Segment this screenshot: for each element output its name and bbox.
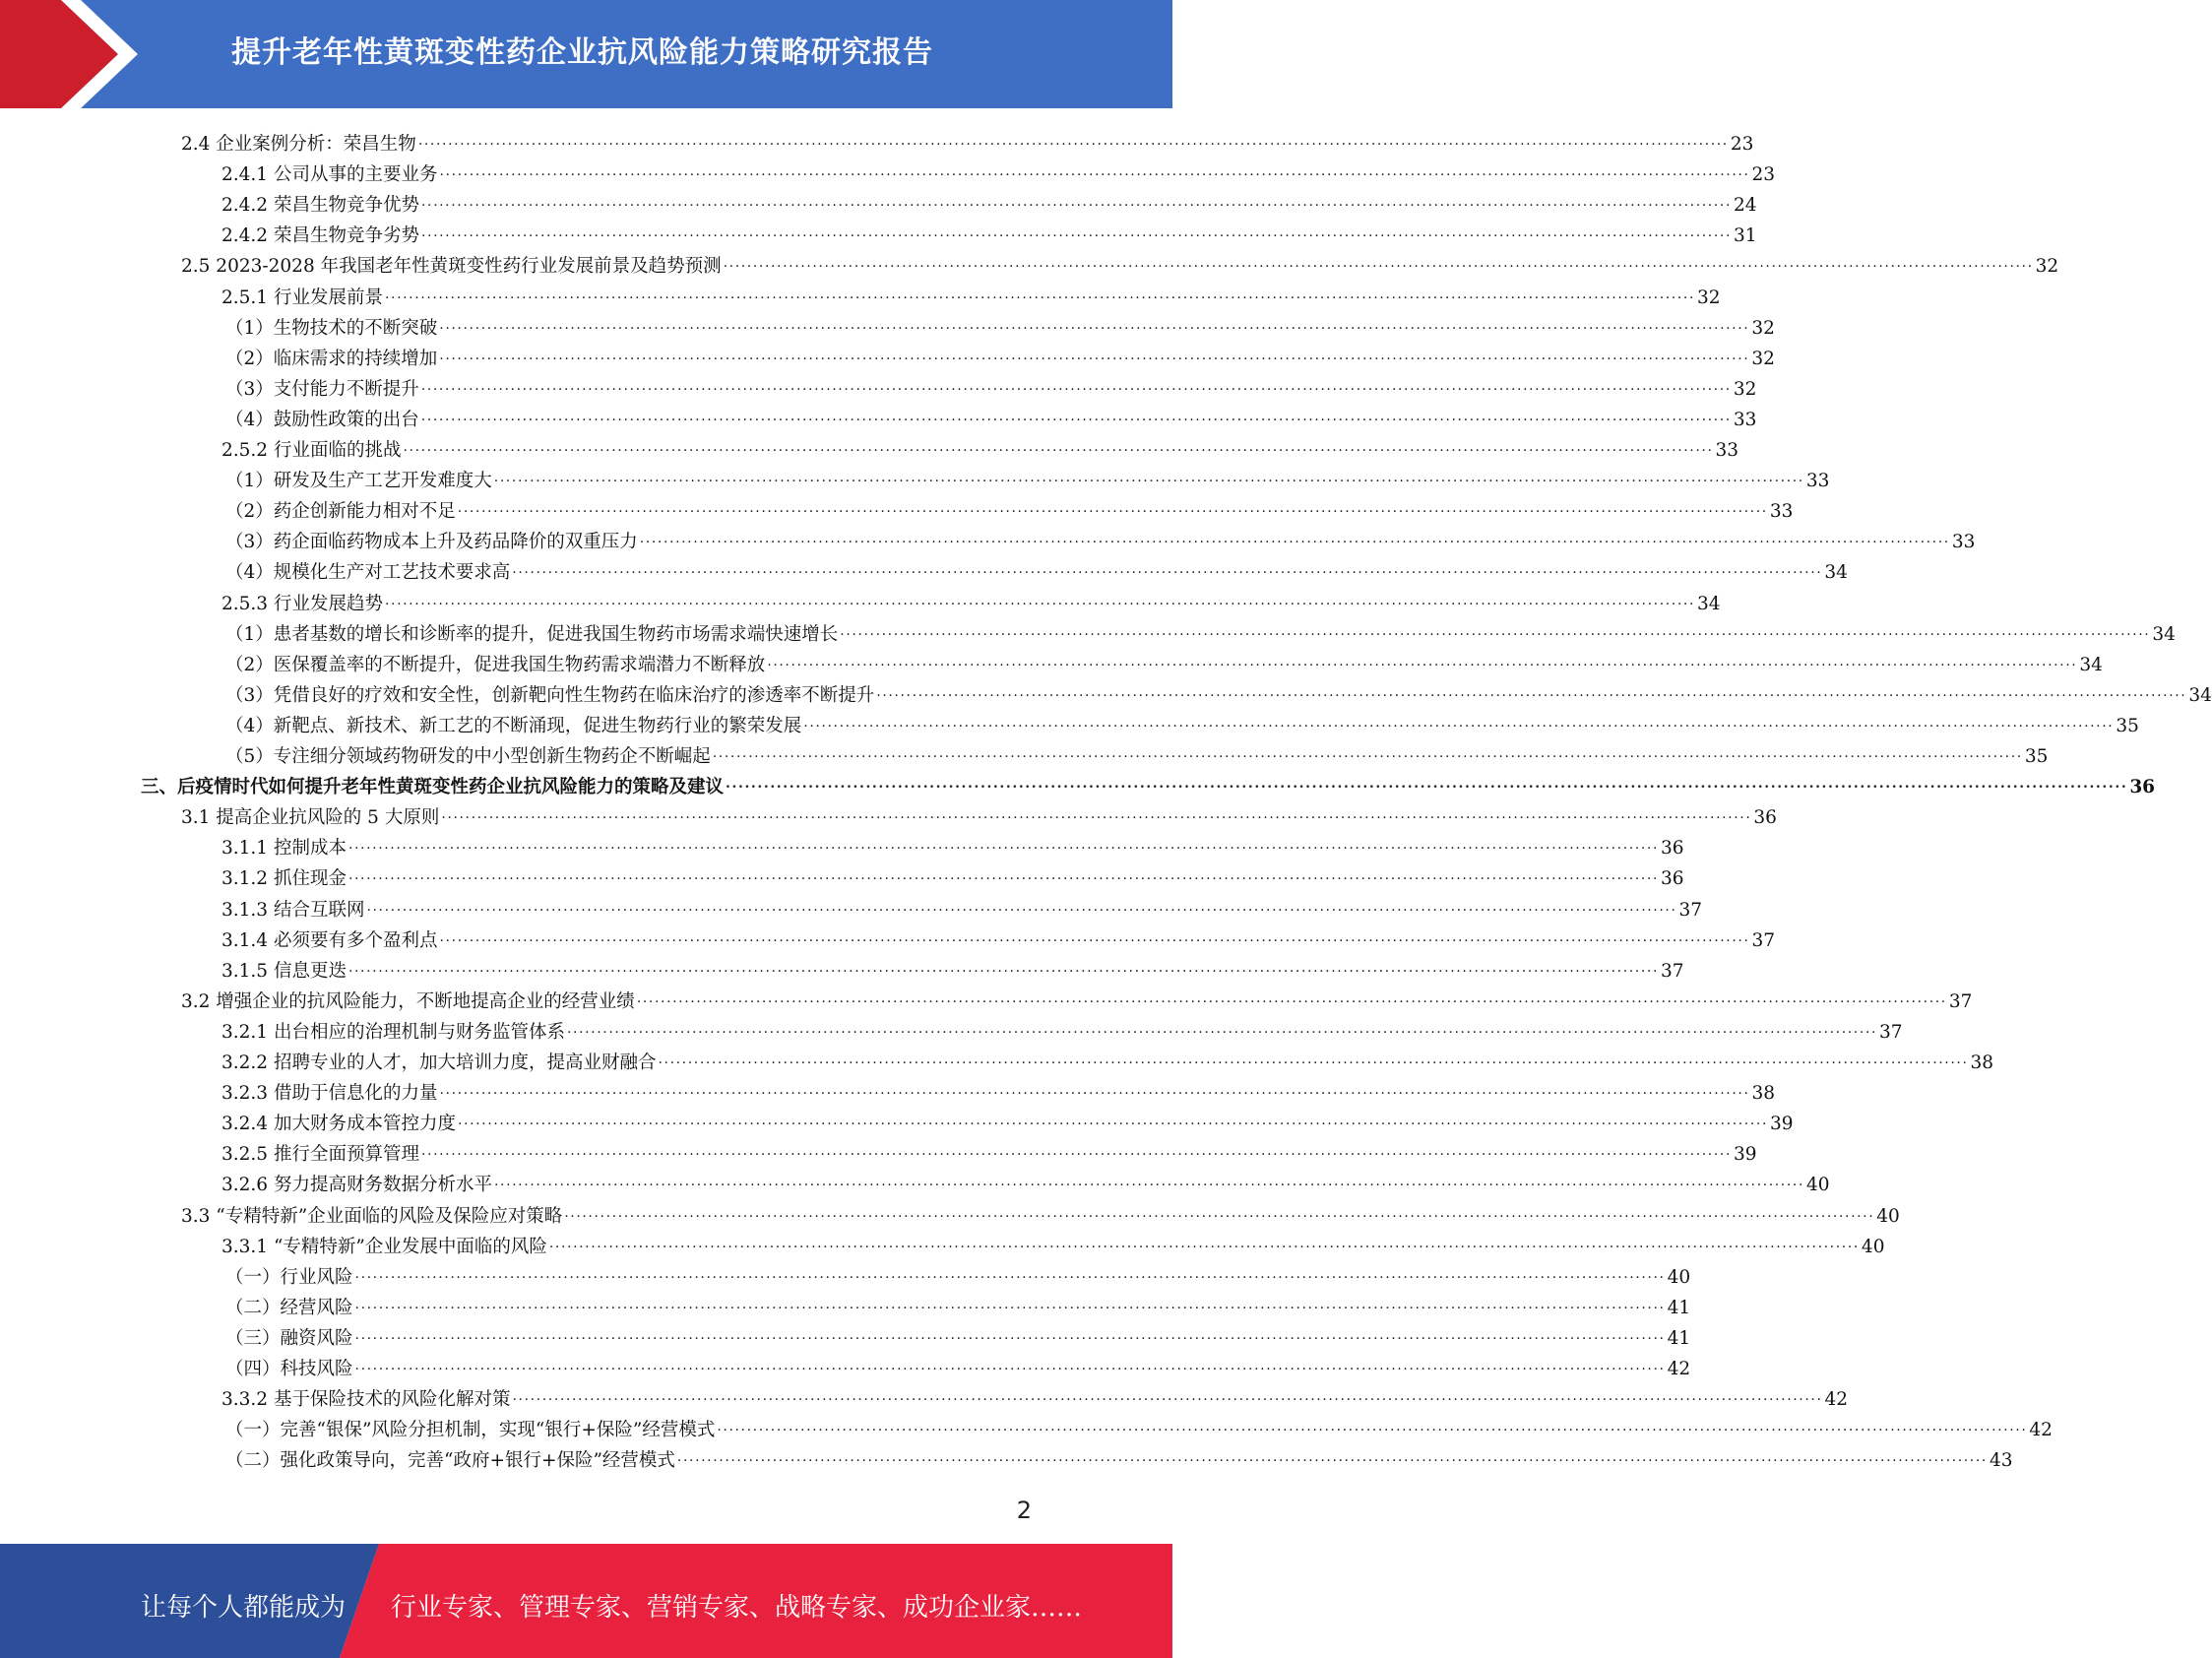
toc-entry-page: 42 <box>1667 1359 1691 1379</box>
toc-dot-leader: ............................................................................................................................................................................................................................ <box>564 1204 1875 1221</box>
footer-slogan-left: 让每个人都能成为 <box>141 1593 347 1623</box>
toc-entry[interactable] <box>221 1044 1994 1074</box>
toc-entry[interactable] <box>181 983 1973 1013</box>
toc-entry-title: 2.4.2 荣昌生物竞争劣势 <box>221 225 419 247</box>
toc-entry-title: （一）完善“银保”风险分担机制，实现“银行+保险”经营模式 <box>225 1420 716 1441</box>
toc-entry-page: 36 <box>2129 777 2156 798</box>
toc-entry-page: 37 <box>1948 990 1973 1012</box>
footer-slogan-right: 行业专家、管理专家、营销专家、战略专家、成功企业家…… <box>391 1593 1083 1623</box>
toc-dot-leader: ............................................................................................................................................................................................................................ <box>676 1449 1988 1466</box>
toc-dot-leader: ............................................................................................................................................................................................................................ <box>354 1326 1666 1343</box>
toc-dot-leader: ............................................................................................................................................................................................................................ <box>493 1174 1805 1190</box>
toc-dot-leader: ............................................................................................................................................................................................................................ <box>420 408 1732 424</box>
toc-entry-page: 40 <box>1806 1175 1830 1196</box>
toc-entry-page: 34 <box>2188 684 2212 706</box>
toc-entry[interactable] <box>181 125 1754 156</box>
toc-entry[interactable] <box>221 1380 1849 1411</box>
toc-entry-page: 40 <box>1667 1266 1691 1288</box>
toc-entry[interactable] <box>221 156 1776 186</box>
toc-entry-page: 41 <box>1667 1327 1691 1349</box>
toc-dot-leader: ............................................................................................................................................................................................................................ <box>420 224 1733 241</box>
toc-entry-page: 23 <box>1730 134 1754 155</box>
toc-entry-title: 3.1.5 信息更迭 <box>221 960 347 982</box>
toc-entry[interactable] <box>225 737 2049 768</box>
toc-entry-page: 33 <box>1733 409 1757 430</box>
toc-dot-leader: ............................................................................................................................................................................................................................ <box>548 1235 1860 1251</box>
toc-entry-title: 2.5.2 行业面临的挑战 <box>221 440 402 461</box>
toc-dot-leader: ............................................................................................................................................................................................................................ <box>439 316 1750 333</box>
toc-dot-leader: ............................................................................................................................................................................................................................ <box>439 347 1750 363</box>
toc-dot-leader: ............................................................................................................................................................................................................................ <box>840 622 2151 639</box>
toc-entry[interactable] <box>225 646 2103 676</box>
toc-entry-page: 38 <box>1970 1052 1994 1073</box>
toc-entry-page: 43 <box>1989 1450 2013 1472</box>
toc-entry[interactable] <box>225 1411 2053 1441</box>
toc-entry-title: 3.3.1 “专精特新”企业发展中面临的风险 <box>221 1236 547 1257</box>
toc-entry-title: 3.2.4 加大财务成本管控力度 <box>221 1114 456 1135</box>
toc-entry-page: 33 <box>1769 501 1794 523</box>
toc-entry-title: （2）药企创新能力相对不足 <box>225 501 456 523</box>
toc-entry-page: 39 <box>1734 1144 1757 1166</box>
toc-entry-page: 37 <box>1678 899 1703 921</box>
toc-entry-title: 3.1.4 必须要有多个盈利点 <box>221 929 438 951</box>
toc-entry[interactable] <box>225 707 2139 737</box>
toc-entry-title: （二）强化政策导向，完善“政府+银行+保险”经营模式 <box>225 1450 675 1472</box>
toc-dot-leader: ............................................................................................................................................................................................................................ <box>512 1388 1823 1405</box>
toc-entry-title: （4）鼓励性政策的出台 <box>225 409 419 430</box>
toc-entry-title: （四）科技风险 <box>225 1359 353 1379</box>
toc-entry[interactable] <box>225 309 1775 340</box>
toc-entry[interactable] <box>221 952 1684 983</box>
toc-entry[interactable] <box>221 1135 1757 1166</box>
toc-entry-title: 2.4.1 公司从事的主要业务 <box>221 164 438 186</box>
toc-entry[interactable] <box>225 553 1848 584</box>
toc-entry-title: （3）凭借良好的疗效和安全性，创新靶向性生物药在临床治疗的渗透率不断提升 <box>225 684 875 706</box>
toc-entry-title: 2.4 企业案例分析：荣昌生物 <box>181 134 416 155</box>
toc-entry-title: 3.1.2 抓住现金 <box>221 868 347 890</box>
toc-entry-title: 3.2.2 招聘专业的人才，加大培训力度，提高业财融合 <box>221 1052 657 1073</box>
toc-entry-title: 2.5.1 行业发展前景 <box>221 287 383 308</box>
toc-dot-leader: ............................................................................................................................................................................................................................ <box>354 1265 1666 1282</box>
toc-entry-title: 三、后疫情时代如何提升老年性黄斑变性药企业抗风险能力的策略及建议 <box>141 777 725 798</box>
toc-dot-leader: ............................................................................................................................................................................................................................ <box>439 1082 1750 1099</box>
toc-entry-title: 3.1.1 控制成本 <box>221 838 347 860</box>
toc-entry-page: 38 <box>1751 1083 1776 1105</box>
toc-entry[interactable] <box>221 217 1757 247</box>
toc-entry-page: 36 <box>1661 838 1684 860</box>
toc-dot-leader: ............................................................................................................................................................................................................................ <box>439 163 1750 180</box>
toc-dot-leader: ............................................................................................................................................................................................................................ <box>493 470 1804 486</box>
header-arrow-icon <box>0 0 158 108</box>
toc-entry-page: 32 <box>1733 378 1757 400</box>
toc-entry-title: （1）研发及生产工艺开发难度大 <box>225 471 492 492</box>
toc-entry-page: 36 <box>1661 868 1684 890</box>
toc-entry[interactable] <box>221 431 1739 462</box>
toc-entry-title: 3.2.5 推行全面预算管理 <box>221 1144 419 1166</box>
toc-entry-title: 3.2.3 借助于信息化的力量 <box>221 1083 438 1105</box>
toc-entry-page: 33 <box>1951 532 1976 553</box>
toc-entry-title: 3.3.2 基于保险技术的风险化解对策 <box>221 1389 511 1411</box>
toc-entry[interactable] <box>221 860 1684 890</box>
toc-entry-page: 23 <box>1751 164 1776 186</box>
toc-dot-leader: ............................................................................................................................................................................................................................ <box>403 439 1714 455</box>
toc-entry[interactable] <box>221 186 1757 217</box>
toc-entry[interactable] <box>225 615 2176 646</box>
toc-dot-leader: ............................................................................................................................................................................................................................ <box>726 776 2128 793</box>
toc-dot-leader: ............................................................................................................................................................................................................................ <box>384 286 1696 302</box>
toc-entry-title: （2）临床需求的持续增加 <box>225 348 438 369</box>
toc-entry[interactable] <box>225 1258 1691 1289</box>
toc-entry[interactable] <box>221 1166 1830 1196</box>
toc-entry[interactable] <box>225 1319 1691 1350</box>
toc-dot-leader: ............................................................................................................................................................................................................................ <box>384 592 1696 608</box>
toc-entry-title: （4）规模化生产对工艺技术要求高 <box>225 562 511 584</box>
toc-dot-leader: ............................................................................................................................................................................................................................ <box>803 714 2115 731</box>
toc-dot-leader: ............................................................................................................................................................................................................................ <box>439 928 1750 945</box>
toc-entry[interactable] <box>221 279 1721 309</box>
toc-entry-page: 31 <box>1734 225 1757 247</box>
toc-entry-page: 32 <box>1697 287 1721 308</box>
toc-dot-leader: ............................................................................................................................................................................................................................ <box>441 806 1752 823</box>
toc-entry-page: 40 <box>1876 1205 1900 1227</box>
toc-entry[interactable] <box>221 891 1703 922</box>
toc-dot-leader: ............................................................................................................................................................................................................................ <box>366 898 1677 915</box>
toc-dot-leader: ............................................................................................................................................................................................................................ <box>354 1358 1666 1373</box>
toc-dot-leader: ............................................................................................................................................................................................................................ <box>566 1020 1878 1037</box>
toc-entry-page: 34 <box>2152 623 2176 645</box>
toc-entry[interactable] <box>225 1350 1691 1380</box>
toc-dot-leader: ............................................................................................................................................................................................................................ <box>639 531 1950 547</box>
toc-entry-title: 2.4.2 荣昌生物竞争优势 <box>221 195 419 217</box>
toc-entry-page: 35 <box>2024 746 2049 767</box>
toc-entry-title: 3.2 增强企业的抗风险能力，不断地提高企业的经营业绩 <box>181 990 635 1012</box>
toc-dot-leader: ............................................................................................................................................................................................................................ <box>723 255 2034 272</box>
toc-entry[interactable] <box>225 1441 2013 1472</box>
toc-entry-page: 41 <box>1667 1297 1691 1318</box>
toc-entry-title: 3.1.3 结合互联网 <box>221 899 365 921</box>
toc-entry-title: （一）行业风险 <box>225 1266 353 1288</box>
toc-dot-leader: ............................................................................................................................................................................................................................ <box>354 1296 1666 1312</box>
toc-entry-title: （1）生物技术的不断突破 <box>225 317 438 339</box>
toc-entry-title: 3.2.1 出台相应的治理机制与财务监管体系 <box>221 1021 565 1043</box>
toc-entry[interactable] <box>225 492 1794 523</box>
toc-dot-leader: ............................................................................................................................................................................................................................ <box>457 1113 1769 1129</box>
toc-entry-title: 2.5 2023-2028 年我国老年性黄斑变性药行业发展前景及趋势预测 <box>181 256 722 278</box>
toc-entry[interactable] <box>221 1228 1885 1258</box>
toc-dot-leader: ............................................................................................................................................................................................................................ <box>348 959 1659 976</box>
toc-entry-page: 34 <box>2079 654 2103 675</box>
toc-entry-page: 33 <box>1805 471 1830 492</box>
toc-dot-leader: ............................................................................................................................................................................................................................ <box>457 500 1768 517</box>
toc-entry[interactable] <box>225 676 2212 707</box>
toc-entry-title: （3）药企面临药物成本上升及药品降价的双重压力 <box>225 532 638 553</box>
toc-dot-leader: ............................................................................................................................................................................................................................ <box>658 1052 1969 1067</box>
toc-dot-leader: ............................................................................................................................................................................................................................ <box>512 561 1823 578</box>
toc-dot-leader: ............................................................................................................................................................................................................................ <box>712 745 2023 761</box>
toc-dot-leader: ............................................................................................................................................................................................................................ <box>417 133 1729 149</box>
toc-entry-page: 24 <box>1734 195 1757 217</box>
toc-entry[interactable] <box>181 1197 1900 1228</box>
toc-dot-leader: ............................................................................................................................................................................................................................ <box>876 683 2187 700</box>
toc-dot-leader: ............................................................................................................................................................................................................................ <box>348 867 1659 884</box>
toc-entry[interactable] <box>221 829 1684 860</box>
toc-entry[interactable] <box>225 340 1775 370</box>
toc-entry-page: 33 <box>1715 440 1739 461</box>
toc-entry[interactable] <box>225 462 1830 492</box>
toc-entry[interactable] <box>225 401 1757 431</box>
toc-dot-leader: ............................................................................................................................................................................................................................ <box>420 194 1733 211</box>
page-number: 2 <box>1016 1497 1032 1524</box>
toc-entry-page: 39 <box>1770 1114 1794 1135</box>
toc-entry-page: 32 <box>1751 348 1775 369</box>
toc-entry-page: 40 <box>1861 1236 1885 1257</box>
toc-entry-title: 2.5.3 行业发展趋势 <box>221 593 383 614</box>
page-footer <box>0 1544 1172 1658</box>
toc-dot-leader: ............................................................................................................................................................................................................................ <box>420 1143 1733 1160</box>
toc-entry-title: （1）患者基数的增长和诊断率的提升，促进我国生物药市场需求端快速增长 <box>225 623 839 645</box>
toc-entry[interactable] <box>141 768 2156 798</box>
toc-entry-title: （3）支付能力不断提升 <box>225 378 419 400</box>
toc-dot-leader: ............................................................................................................................................................................................................................ <box>717 1419 2028 1435</box>
toc-entry[interactable] <box>221 1074 1776 1105</box>
toc-entry-page: 36 <box>1753 807 1777 829</box>
toc-dot-leader: ............................................................................................................................................................................................................................ <box>420 377 1732 394</box>
toc-entry[interactable] <box>181 247 2059 278</box>
toc-entry-page: 37 <box>1751 929 1776 951</box>
toc-entry-title: （4）新靶点、新技术、新工艺的不断涌现，促进生物药行业的繁荣发展 <box>225 715 802 736</box>
toc-entry-title: （三）融资风险 <box>225 1327 353 1349</box>
toc-entry-title: （二）经营风险 <box>225 1297 353 1318</box>
toc-entry-page: 37 <box>1879 1021 1903 1043</box>
toc-entry-title: 3.3 “专精特新”企业面临的风险及保险应对策略 <box>181 1205 563 1227</box>
toc-entry[interactable] <box>221 922 1776 952</box>
toc-entry[interactable] <box>225 1289 1691 1319</box>
toc-entry-page: 32 <box>1751 317 1775 339</box>
toc-dot-leader: ............................................................................................................................................................................................................................ <box>636 989 1947 1006</box>
toc-entry-page: 32 <box>2035 256 2059 278</box>
toc-entry[interactable] <box>225 523 1976 553</box>
toc-entry[interactable] <box>221 1013 1903 1044</box>
toc-dot-leader: ............................................................................................................................................................................................................................ <box>348 837 1659 854</box>
toc-entry-title: （2）医保覆盖率的不断提升，促进我国生物药需求端潜力不断释放 <box>225 654 766 675</box>
toc-entry-title: 3.2.6 努力提高财务数据分析水平 <box>221 1175 492 1196</box>
toc-entry-page: 34 <box>1824 562 1848 584</box>
toc-entry[interactable] <box>221 585 1721 615</box>
toc-dot-leader: ............................................................................................................................................................................................................................ <box>767 653 2078 670</box>
toc-entry-page: 34 <box>1697 593 1721 614</box>
document-title: 提升老年性黄斑变性药企业抗风险能力策略研究报告 <box>231 35 933 70</box>
toc-entry[interactable] <box>225 370 1757 401</box>
toc-entry-page: 42 <box>2029 1420 2053 1441</box>
page-header <box>0 0 1172 108</box>
toc-entry-page: 37 <box>1661 960 1684 982</box>
toc-entry[interactable] <box>221 1105 1794 1135</box>
toc-entry-page: 35 <box>2116 715 2139 736</box>
toc-entry-title: （5）专注细分领域药物研发的中小型创新生物药企不断崛起 <box>225 746 711 767</box>
toc-entry-title: 3.1 提高企业抗风险的 5 大原则 <box>181 807 440 829</box>
toc-entry[interactable] <box>181 798 1777 829</box>
toc-entry-page: 42 <box>1824 1389 1849 1411</box>
